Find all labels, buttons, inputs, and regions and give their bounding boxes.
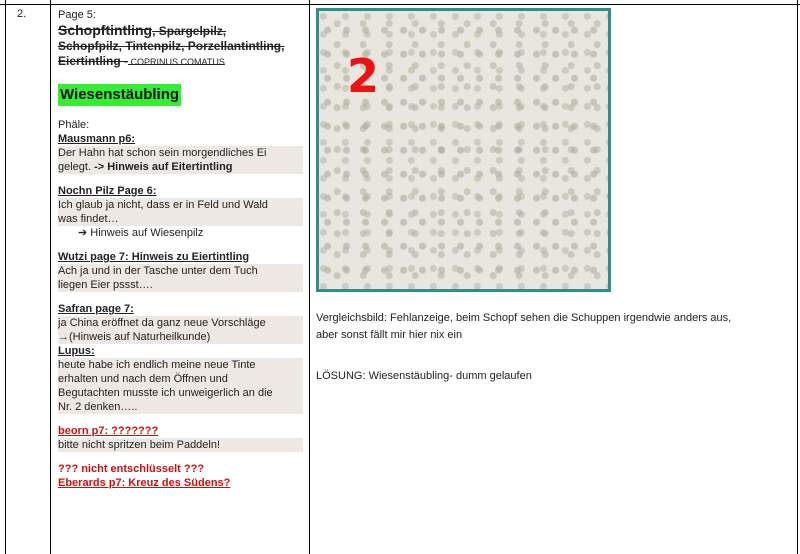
hint-heading: Lupus: <box>58 345 95 357</box>
hint-text: erhalten und nach dem Öffnen und <box>58 372 303 386</box>
hint-heading: Eberards p7: Kreuz des Südens? <box>58 477 231 489</box>
table-border <box>309 0 310 554</box>
hint-text: was findet… <box>58 212 303 226</box>
hint-heading: beorn p7: ??????? <box>58 425 159 437</box>
struck-title: Schopftintling, Spargelpilz, <box>58 22 227 38</box>
hint-text: ja China eröffnet da ganz neue Vorschläge <box>58 316 303 330</box>
hint-text: Begutachten musste ich unweigerlich an die <box>58 386 303 400</box>
clue-column <box>58 8 303 490</box>
hint-text: Der Hahn hat schon sein morgendliches Ei <box>58 146 303 160</box>
struck-title-line: Schopfpilz, Tintenpilz, Porzellantintling, <box>58 39 285 53</box>
unsolved-label: ??? nicht entschlüsselt ??? <box>58 463 205 475</box>
struck-title-line: Eiertintling - COPRINUS COMATUS <box>58 54 225 68</box>
hint-heading: Mausmann p6: <box>58 133 136 145</box>
hint-text: gelegt. -> Hinweis auf Eitertintling <box>58 160 303 174</box>
page-label: Page 5: <box>58 9 96 21</box>
hint-text: heute habe ich endlich meine neue Tinte <box>58 358 303 372</box>
hint-heading: Wutzi page 7: Hinweis zu Eiertintling <box>58 251 250 263</box>
answer-highlight: Wiesenstäubling <box>58 84 181 106</box>
solution-text: LÖSUNG: Wiesenstäubling- dumm gelaufen <box>316 370 532 382</box>
photo-number: 2 <box>347 49 380 103</box>
hint-heading: Safran page 7: <box>58 303 134 315</box>
hint-text: Ach ja und in der Tasche unter dem Tuch <box>58 264 303 278</box>
hint-text: Ich glaub ja nicht, dass er in Feld und Wald <box>58 198 303 212</box>
row-number: 2. <box>17 8 27 20</box>
table-border <box>797 0 798 554</box>
arrow-icon: ➔ <box>78 227 91 239</box>
table-border <box>50 0 51 554</box>
hint-text: bitte nicht spritzen beim Paddeln! <box>58 438 303 452</box>
hint-text: →(Hinweis auf Naturheilkunde) <box>58 330 303 344</box>
hint-heading: Nochn Pilz Page 6: <box>58 185 157 197</box>
hint-note: ➔ Hinweis auf Wiesenpilz <box>78 227 204 239</box>
comparison-text: Vergleichsbild: Fehlanzeige, beim Schopf sehen die Schuppen irgendwie anders aus, aber sonst fällt mir hier nix ein <box>316 312 732 341</box>
table-top-border <box>0 4 800 5</box>
table-border <box>5 0 6 554</box>
hint-text: liegen Eier pssst…. <box>58 278 303 292</box>
mushroom-photo <box>316 8 611 292</box>
hint-text: Nr. 2 denken….. <box>58 400 303 414</box>
phaele-label: Phäle: <box>58 119 90 131</box>
